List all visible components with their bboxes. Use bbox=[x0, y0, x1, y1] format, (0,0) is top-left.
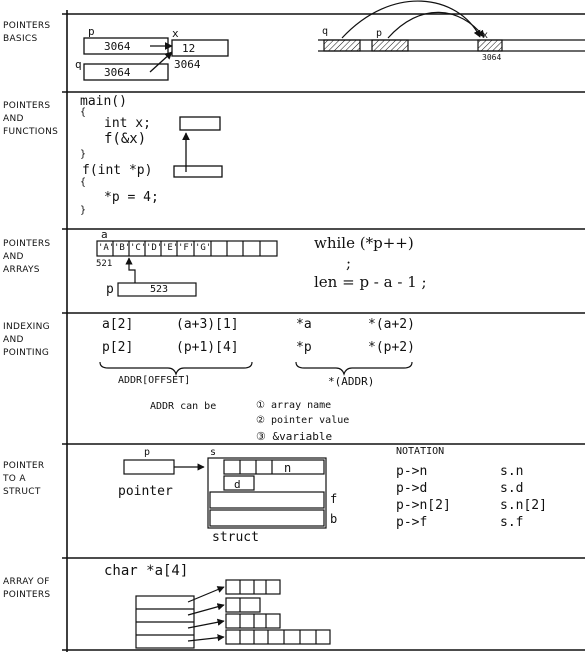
notation-dot-4: s.f bbox=[500, 515, 524, 530]
indexing-braces bbox=[100, 362, 412, 374]
notation-dot-2: s.d bbox=[500, 481, 524, 496]
mem-p-cells bbox=[372, 40, 408, 51]
right-caption: *(ADDR) bbox=[328, 375, 375, 388]
section-title-arrays: POINTERS AND ARRAYS bbox=[3, 239, 51, 275]
expr-star-p2: *(p+2) bbox=[368, 340, 415, 355]
mem-x-label: x bbox=[482, 30, 489, 41]
field-f-label: f bbox=[330, 492, 338, 506]
struct-caption: struct bbox=[212, 530, 259, 545]
x-box bbox=[172, 40, 228, 56]
mem-q-cells bbox=[324, 40, 360, 51]
notation-heading: NOTATION bbox=[396, 446, 445, 457]
addr-option-1: ① array name bbox=[256, 400, 332, 411]
q-value: 3064 bbox=[104, 66, 131, 79]
brace-open-1: { bbox=[80, 107, 87, 118]
addr-option-3: ③ &variable bbox=[256, 430, 333, 443]
field-n-box bbox=[224, 460, 324, 474]
len-line: len = p - a - 1 ; bbox=[314, 273, 427, 291]
mem-p-label: p bbox=[376, 28, 383, 39]
q-to-x-arrow bbox=[150, 52, 172, 72]
functions-boxes bbox=[174, 117, 222, 177]
mem-p-arrow bbox=[388, 12, 484, 38]
decl-line: int x; bbox=[104, 116, 151, 131]
p-param-box bbox=[174, 166, 222, 177]
left-caption: ADDR[OFFSET] bbox=[118, 375, 191, 386]
p-array-value: 523 bbox=[150, 284, 169, 295]
expr-star-p: *p bbox=[296, 340, 312, 355]
field-f-box bbox=[210, 492, 324, 508]
p-value: 3064 bbox=[104, 40, 131, 53]
p-array-label: p bbox=[106, 282, 114, 297]
field-n-label: n bbox=[284, 461, 292, 475]
semicolon-line: ; bbox=[346, 254, 352, 272]
struct-box bbox=[208, 458, 326, 528]
notation-arrow-4: p->f bbox=[396, 515, 428, 530]
x-var-box bbox=[180, 117, 220, 130]
x-label: x bbox=[172, 27, 179, 40]
struct-p-label: p bbox=[144, 447, 151, 458]
notation-arrow-1: p->n bbox=[396, 464, 428, 479]
a-label: a bbox=[101, 228, 108, 241]
while-line: while (*p++) bbox=[314, 234, 414, 252]
call-line: f(&x) bbox=[104, 131, 147, 147]
section-title-functions: POINTERS AND FUNCTIONS bbox=[3, 101, 59, 137]
addr-option-2: ② pointer value bbox=[256, 415, 350, 426]
notation-dot-1: s.n bbox=[500, 464, 524, 479]
array-cell: 'C' bbox=[130, 243, 147, 253]
brace-close-2: } bbox=[80, 205, 87, 216]
assign-line: *p = 4; bbox=[104, 190, 159, 205]
array-cell: 'F' bbox=[178, 243, 195, 253]
f-sig: f(int *p) bbox=[82, 163, 153, 178]
notation-arrow-3: p->n[2] bbox=[396, 498, 451, 513]
expr-a-2: a[2] bbox=[102, 317, 134, 332]
notation-dot-3: s.n[2] bbox=[500, 498, 547, 513]
section-title-aop: ARRAY OF POINTERS bbox=[3, 577, 51, 600]
notation-arrow-2: p->d bbox=[396, 481, 428, 496]
array-cell: 'E' bbox=[162, 243, 179, 253]
brace-open-2: { bbox=[80, 177, 87, 188]
section-title-basics: POINTERS BASICS bbox=[3, 21, 51, 44]
struct-s-label: s bbox=[210, 447, 217, 458]
field-b-label: b bbox=[330, 512, 338, 526]
expr-p-2: p[2] bbox=[102, 340, 134, 355]
pointer-box bbox=[124, 460, 174, 474]
mem-x-cells bbox=[478, 40, 502, 51]
x-value: 12 bbox=[182, 42, 196, 55]
memory-strip bbox=[318, 1, 585, 51]
array-cell-labels bbox=[97, 243, 277, 255]
section-title-struct: POINTER TO A STRUCT bbox=[3, 461, 45, 497]
expr-star-a2: *(a+2) bbox=[368, 317, 415, 332]
field-b-box bbox=[210, 510, 324, 526]
q-label: q bbox=[75, 58, 82, 71]
mem-q-label: q bbox=[322, 26, 329, 37]
section-title-indexing: INDEXING AND POINTING bbox=[3, 322, 50, 358]
brace-close-1: } bbox=[80, 149, 87, 160]
array-cell: 'D' bbox=[146, 243, 163, 253]
aop-decl: char *a[4] bbox=[104, 563, 189, 579]
p-to-c-arrow bbox=[129, 258, 135, 283]
expr-a3-1: (a+3)[1] bbox=[176, 317, 239, 332]
pointer-caption: pointer bbox=[118, 484, 173, 499]
base-address: 521 bbox=[96, 259, 113, 269]
expr-star-a: *a bbox=[296, 317, 312, 332]
array-cell: 'A' bbox=[98, 243, 115, 253]
section-frame bbox=[62, 10, 585, 652]
addr-note: ADDR can be bbox=[150, 401, 217, 412]
p-label: p bbox=[88, 25, 95, 38]
array-cell: 'G' bbox=[195, 243, 212, 253]
aop-drawing bbox=[136, 580, 330, 648]
x-address: 3064 bbox=[174, 58, 201, 71]
expr-p1-4: (p+1)[4] bbox=[176, 340, 239, 355]
array-cell: 'B' bbox=[114, 243, 131, 253]
mem-address: 3064 bbox=[482, 53, 502, 62]
main-line: main() bbox=[80, 94, 127, 109]
field-d-label: d bbox=[234, 478, 241, 491]
